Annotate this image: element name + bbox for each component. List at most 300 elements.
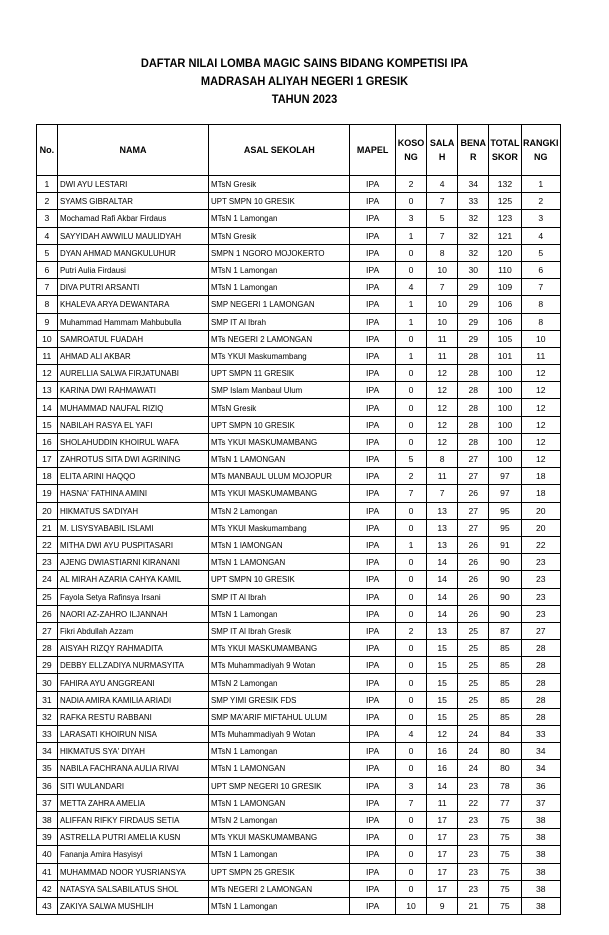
cell-benar: 29 (458, 313, 489, 330)
cell-asal-sekolah: UPT SMP NEGERI 10 GRESIK (209, 777, 350, 794)
cell-rangking: 38 (521, 897, 560, 914)
cell-nama: AL MIRAH AZARIA CAHYA KAMIL (57, 571, 208, 588)
cell-nama: SYAMS GIBRALTAR (57, 193, 208, 210)
cell-asal-sekolah: MTsN 2 Lamongan (209, 811, 350, 828)
table-row (37, 622, 561, 639)
cell-rangking: 38 (521, 829, 560, 846)
cell-total-skor: 91 (489, 536, 521, 553)
cell-kosong: 1 (395, 347, 426, 364)
cell-rangking: 7 (521, 279, 560, 296)
cell-total-skor: 109 (489, 279, 521, 296)
cell-rangking: 4 (521, 227, 560, 244)
cell-total-skor: 97 (489, 468, 521, 485)
cell-asal-sekolah: SMP IT Al Ibrah (209, 588, 350, 605)
cell-rangking: 18 (521, 468, 560, 485)
cell-mapel: IPA (350, 399, 396, 416)
cell-benar: 27 (458, 451, 489, 468)
cell-total-skor: 80 (489, 760, 521, 777)
table-row (37, 897, 561, 914)
table-row (37, 674, 561, 691)
cell-nama: SAYYIDAH AWWILU MAULIDYAH (57, 227, 208, 244)
table-row (37, 313, 561, 330)
cell-benar: 32 (458, 210, 489, 227)
cell-kosong: 0 (395, 708, 426, 725)
cell-no: 34 (37, 743, 58, 760)
cell-no: 26 (37, 605, 58, 622)
cell-mapel: IPA (350, 554, 396, 571)
cell-benar: 25 (458, 657, 489, 674)
cell-total-skor: 105 (489, 330, 521, 347)
header-salah: SALAH (427, 125, 458, 176)
cell-rangking: 22 (521, 536, 560, 553)
cell-nama: NADIA AMIRA KAMILIA ARIADI (57, 691, 208, 708)
table-row (37, 227, 561, 244)
cell-rangking: 18 (521, 485, 560, 502)
table-row (37, 794, 561, 811)
cell-salah: 15 (427, 640, 458, 657)
cell-salah: 8 (427, 451, 458, 468)
cell-total-skor: 75 (489, 880, 521, 897)
table-row (37, 416, 561, 433)
cell-asal-sekolah: UPT SMPN 11 GRESIK (209, 365, 350, 382)
cell-nama: ALIFFAN RIFKY FIRDAUS SETIA (57, 811, 208, 828)
cell-salah: 13 (427, 502, 458, 519)
cell-benar: 23 (458, 777, 489, 794)
cell-rangking: 28 (521, 674, 560, 691)
cell-no: 28 (37, 640, 58, 657)
cell-mapel: IPA (350, 640, 396, 657)
cell-mapel: IPA (350, 365, 396, 382)
header-rangking: RANGKING (521, 125, 560, 176)
cell-benar: 27 (458, 468, 489, 485)
cell-nama: ZAHROTUS SITA DWI AGRINING (57, 451, 208, 468)
cell-benar: 29 (458, 330, 489, 347)
cell-salah: 8 (427, 244, 458, 261)
cell-rangking: 28 (521, 691, 560, 708)
cell-benar: 30 (458, 261, 489, 278)
cell-rangking: 28 (521, 708, 560, 725)
cell-kosong: 2 (395, 622, 426, 639)
cell-mapel: IPA (350, 794, 396, 811)
cell-kosong: 4 (395, 279, 426, 296)
cell-asal-sekolah: MTsN 1 Lamongan (209, 605, 350, 622)
cell-nama: NAORI AZ-ZAHRO ILJANNAH (57, 605, 208, 622)
cell-benar: 21 (458, 897, 489, 914)
cell-no: 1 (37, 176, 58, 193)
cell-nama: LARASATI KHOIRUN NISA (57, 726, 208, 743)
cell-asal-sekolah: MTs YKUI MASKUMAMBANG (209, 640, 350, 657)
cell-nama: HASNA' FATHINA AMINI (57, 485, 208, 502)
cell-asal-sekolah: MTsN 1 Lamongan (209, 743, 350, 760)
cell-no: 40 (37, 846, 58, 863)
cell-kosong: 0 (395, 519, 426, 536)
cell-benar: 28 (458, 416, 489, 433)
cell-mapel: IPA (350, 743, 396, 760)
cell-total-skor: 77 (489, 794, 521, 811)
cell-kosong: 0 (395, 433, 426, 450)
cell-salah: 11 (427, 794, 458, 811)
cell-no: 39 (37, 829, 58, 846)
cell-salah: 15 (427, 674, 458, 691)
table-row (37, 829, 561, 846)
cell-nama: KARINA DWI RAHMAWATI (57, 382, 208, 399)
cell-benar: 25 (458, 622, 489, 639)
cell-kosong: 0 (395, 193, 426, 210)
table-row (37, 468, 561, 485)
cell-total-skor: 120 (489, 244, 521, 261)
cell-rangking: 12 (521, 451, 560, 468)
cell-no: 4 (37, 227, 58, 244)
cell-asal-sekolah: MTsN 1 Lamongan (209, 897, 350, 914)
cell-mapel: IPA (350, 760, 396, 777)
header-asal-sekolah: ASAL SEKOLAH (209, 125, 350, 176)
cell-mapel: IPA (350, 897, 396, 914)
cell-salah: 12 (427, 416, 458, 433)
cell-asal-sekolah: MTs NEGERI 2 LAMONGAN (209, 880, 350, 897)
cell-benar: 25 (458, 708, 489, 725)
cell-total-skor: 121 (489, 227, 521, 244)
cell-kosong: 0 (395, 674, 426, 691)
cell-total-skor: 85 (489, 691, 521, 708)
cell-total-skor: 90 (489, 554, 521, 571)
cell-no: 27 (37, 622, 58, 639)
cell-mapel: IPA (350, 502, 396, 519)
cell-salah: 9 (427, 897, 458, 914)
cell-total-skor: 100 (489, 451, 521, 468)
cell-asal-sekolah: MTsN 1 LAMONGAN (209, 554, 350, 571)
table-row (37, 846, 561, 863)
cell-rangking: 34 (521, 743, 560, 760)
cell-rangking: 12 (521, 365, 560, 382)
cell-asal-sekolah: MTs Muhammadiyah 9 Wotan (209, 726, 350, 743)
cell-mapel: IPA (350, 657, 396, 674)
cell-nama: ELITA ARINI HAQQO (57, 468, 208, 485)
cell-kosong: 0 (395, 502, 426, 519)
cell-salah: 12 (427, 399, 458, 416)
table-row (37, 399, 561, 416)
cell-mapel: IPA (350, 244, 396, 261)
cell-nama: HIKMATUS SA'DIYAH (57, 502, 208, 519)
cell-mapel: IPA (350, 279, 396, 296)
table-row (37, 433, 561, 450)
cell-benar: 26 (458, 485, 489, 502)
cell-no: 3 (37, 210, 58, 227)
cell-rangking: 1 (521, 176, 560, 193)
cell-total-skor: 100 (489, 433, 521, 450)
cell-mapel: IPA (350, 777, 396, 794)
cell-kosong: 10 (395, 897, 426, 914)
cell-benar: 26 (458, 588, 489, 605)
cell-mapel: IPA (350, 519, 396, 536)
cell-no: 2 (37, 193, 58, 210)
cell-salah: 16 (427, 760, 458, 777)
cell-kosong: 0 (395, 691, 426, 708)
cell-benar: 25 (458, 640, 489, 657)
cell-no: 32 (37, 708, 58, 725)
cell-total-skor: 75 (489, 863, 521, 880)
cell-rangking: 12 (521, 416, 560, 433)
cell-salah: 10 (427, 296, 458, 313)
cell-salah: 17 (427, 811, 458, 828)
cell-salah: 15 (427, 708, 458, 725)
cell-asal-sekolah: MTs YKUI Maskumambang (209, 519, 350, 536)
cell-mapel: IPA (350, 708, 396, 725)
cell-asal-sekolah: MTsN 2 Lamongan (209, 502, 350, 519)
table-row (37, 502, 561, 519)
cell-benar: 32 (458, 227, 489, 244)
cell-total-skor: 100 (489, 382, 521, 399)
cell-no: 31 (37, 691, 58, 708)
cell-no: 16 (37, 433, 58, 450)
cell-rangking: 5 (521, 244, 560, 261)
cell-total-skor: 106 (489, 313, 521, 330)
cell-kosong: 0 (395, 244, 426, 261)
cell-no: 7 (37, 279, 58, 296)
cell-rangking: 20 (521, 502, 560, 519)
cell-rangking: 28 (521, 640, 560, 657)
cell-rangking: 8 (521, 313, 560, 330)
cell-kosong: 0 (395, 416, 426, 433)
cell-kosong: 7 (395, 485, 426, 502)
cell-benar: 24 (458, 726, 489, 743)
cell-total-skor: 101 (489, 347, 521, 364)
cell-no: 14 (37, 399, 58, 416)
cell-nama: AISYAH RIZQY RAHMADITA (57, 640, 208, 657)
table-row (37, 760, 561, 777)
cell-kosong: 0 (395, 605, 426, 622)
cell-mapel: IPA (350, 227, 396, 244)
cell-asal-sekolah: SMP IT Al Ibrah Gresik (209, 622, 350, 639)
cell-total-skor: 97 (489, 485, 521, 502)
cell-rangking: 12 (521, 382, 560, 399)
cell-asal-sekolah: MTsN Gresik (209, 176, 350, 193)
cell-rangking: 38 (521, 863, 560, 880)
cell-total-skor: 85 (489, 674, 521, 691)
cell-mapel: IPA (350, 416, 396, 433)
cell-mapel: IPA (350, 347, 396, 364)
cell-nama: METTA ZAHRA AMELIA (57, 794, 208, 811)
cell-benar: 26 (458, 554, 489, 571)
cell-nama: Putri Aulia Firdausi (57, 261, 208, 278)
cell-salah: 10 (427, 313, 458, 330)
cell-nama: RAFKA RESTU RABBANI (57, 708, 208, 725)
table-row (37, 726, 561, 743)
cell-salah: 4 (427, 176, 458, 193)
cell-benar: 25 (458, 674, 489, 691)
cell-rangking: 2 (521, 193, 560, 210)
cell-asal-sekolah: MTsN 1 Lamongan (209, 846, 350, 863)
cell-kosong: 1 (395, 313, 426, 330)
cell-no: 20 (37, 502, 58, 519)
cell-nama: MUHAMMAD NOOR YUSRIANSYA (57, 863, 208, 880)
cell-mapel: IPA (350, 811, 396, 828)
cell-total-skor: 100 (489, 399, 521, 416)
cell-kosong: 0 (395, 640, 426, 657)
table-row (37, 588, 561, 605)
document-title: DAFTAR NILAI LOMBA MAGIC SAINS BIDANG KOMPETISI IPA (140, 56, 469, 70)
cell-total-skor: 95 (489, 519, 521, 536)
table-row (37, 640, 561, 657)
cell-kosong: 0 (395, 382, 426, 399)
cell-asal-sekolah: UPT SMPN 10 GRESIK (209, 571, 350, 588)
cell-rangking: 28 (521, 657, 560, 674)
cell-salah: 17 (427, 846, 458, 863)
cell-kosong: 0 (395, 399, 426, 416)
cell-asal-sekolah: MTsN 1 LAMONGAN (209, 760, 350, 777)
cell-mapel: IPA (350, 382, 396, 399)
cell-asal-sekolah: SMPN 1 NGORO MOJOKERTO (209, 244, 350, 261)
table-row (37, 880, 561, 897)
cell-benar: 23 (458, 829, 489, 846)
cell-benar: 33 (458, 193, 489, 210)
cell-total-skor: 85 (489, 657, 521, 674)
cell-no: 36 (37, 777, 58, 794)
cell-nama: MUHAMMAD NAUFAL RIZIQ (57, 399, 208, 416)
header-kosong: KOSONG (395, 125, 426, 176)
cell-asal-sekolah: SMP YIMI GRESIK FDS (209, 691, 350, 708)
cell-asal-sekolah: SMP MA'ARIF MIFTAHUL ULUM (209, 708, 350, 725)
cell-salah: 12 (427, 433, 458, 450)
cell-benar: 28 (458, 382, 489, 399)
table-row (37, 279, 561, 296)
cell-mapel: IPA (350, 193, 396, 210)
table-row (37, 708, 561, 725)
cell-mapel: IPA (350, 468, 396, 485)
cell-no: 43 (37, 897, 58, 914)
table-row (37, 193, 561, 210)
cell-mapel: IPA (350, 571, 396, 588)
cell-kosong: 4 (395, 726, 426, 743)
cell-total-skor: 85 (489, 708, 521, 725)
cell-total-skor: 123 (489, 210, 521, 227)
cell-mapel: IPA (350, 726, 396, 743)
cell-total-skor: 110 (489, 261, 521, 278)
cell-asal-sekolah: UPT SMPN 25 GRESIK (209, 863, 350, 880)
cell-nama: SHOLAHUDDIN KHOIRUL WAFA (57, 433, 208, 450)
cell-asal-sekolah: MTs MANBAUL ULUM MOJOPUR (209, 468, 350, 485)
cell-rangking: 11 (521, 347, 560, 364)
cell-mapel: IPA (350, 622, 396, 639)
cell-mapel: IPA (350, 176, 396, 193)
cell-mapel: IPA (350, 330, 396, 347)
cell-kosong: 0 (395, 365, 426, 382)
table-row (37, 210, 561, 227)
cell-kosong: 0 (395, 846, 426, 863)
cell-salah: 14 (427, 554, 458, 571)
cell-mapel: IPA (350, 210, 396, 227)
header-nama: NAMA (57, 125, 208, 176)
cell-kosong: 0 (395, 571, 426, 588)
cell-salah: 15 (427, 691, 458, 708)
cell-no: 22 (37, 536, 58, 553)
cell-benar: 24 (458, 760, 489, 777)
cell-mapel: IPA (350, 846, 396, 863)
cell-nama: ZAKIYA SALWA MUSHLIH (57, 897, 208, 914)
cell-mapel: IPA (350, 863, 396, 880)
cell-salah: 12 (427, 726, 458, 743)
cell-benar: 23 (458, 880, 489, 897)
table-row (37, 347, 561, 364)
cell-kosong: 5 (395, 451, 426, 468)
cell-kosong: 0 (395, 811, 426, 828)
cell-rangking: 10 (521, 330, 560, 347)
cell-asal-sekolah: MTsN Gresik (209, 227, 350, 244)
cell-salah: 17 (427, 880, 458, 897)
cell-nama: FAHIRA AYU ANGGREANI (57, 674, 208, 691)
cell-total-skor: 84 (489, 726, 521, 743)
cell-no: 5 (37, 244, 58, 261)
cell-benar: 23 (458, 811, 489, 828)
cell-total-skor: 90 (489, 588, 521, 605)
cell-benar: 28 (458, 433, 489, 450)
table-row (37, 330, 561, 347)
table-row (37, 571, 561, 588)
cell-benar: 29 (458, 279, 489, 296)
cell-rangking: 38 (521, 846, 560, 863)
cell-salah: 10 (427, 261, 458, 278)
cell-salah: 11 (427, 468, 458, 485)
cell-mapel: IPA (350, 313, 396, 330)
cell-mapel: IPA (350, 880, 396, 897)
header-mapel: MAPEL (350, 125, 396, 176)
cell-asal-sekolah: MTsN 1 Lamongan (209, 279, 350, 296)
table-row (37, 382, 561, 399)
cell-mapel: IPA (350, 674, 396, 691)
cell-rangking: 34 (521, 760, 560, 777)
cell-mapel: IPA (350, 433, 396, 450)
cell-total-skor: 132 (489, 176, 521, 193)
cell-nama: DEBBY ELLZADIYA NURMASYITA (57, 657, 208, 674)
cell-no: 10 (37, 330, 58, 347)
table-row (37, 485, 561, 502)
cell-nama: ASTRELLA PUTRI AMELIA KUSN (57, 829, 208, 846)
cell-total-skor: 100 (489, 416, 521, 433)
table-row (37, 657, 561, 674)
cell-asal-sekolah: MTs NEGERI 2 LAMONGAN (209, 330, 350, 347)
cell-salah: 7 (427, 279, 458, 296)
cell-asal-sekolah: UPT SMPN 10 GRESIK (209, 193, 350, 210)
cell-kosong: 0 (395, 863, 426, 880)
cell-kosong: 0 (395, 261, 426, 278)
cell-no: 41 (37, 863, 58, 880)
cell-no: 21 (37, 519, 58, 536)
cell-rangking: 23 (521, 605, 560, 622)
cell-benar: 22 (458, 794, 489, 811)
table-row (37, 743, 561, 760)
cell-no: 23 (37, 554, 58, 571)
cell-asal-sekolah: MTsN 2 Lamongan (209, 674, 350, 691)
cell-rangking: 3 (521, 210, 560, 227)
cell-salah: 13 (427, 622, 458, 639)
cell-no: 12 (37, 365, 58, 382)
cell-no: 25 (37, 588, 58, 605)
cell-rangking: 12 (521, 433, 560, 450)
cell-no: 17 (37, 451, 58, 468)
document-year: TAHUN 2023 (271, 92, 338, 106)
cell-total-skor: 85 (489, 640, 521, 657)
cell-salah: 13 (427, 536, 458, 553)
cell-salah: 12 (427, 365, 458, 382)
cell-no: 8 (37, 296, 58, 313)
cell-salah: 5 (427, 210, 458, 227)
cell-salah: 7 (427, 227, 458, 244)
cell-total-skor: 75 (489, 846, 521, 863)
cell-salah: 7 (427, 193, 458, 210)
cell-no: 35 (37, 760, 58, 777)
cell-benar: 27 (458, 519, 489, 536)
cell-mapel: IPA (350, 536, 396, 553)
cell-nama: SAMROATUL FUADAH (57, 330, 208, 347)
